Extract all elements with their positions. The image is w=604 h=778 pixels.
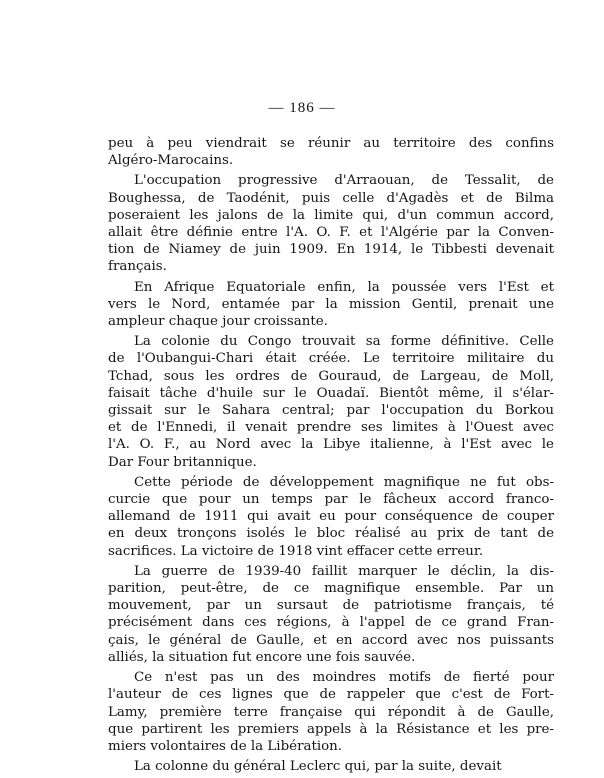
- text-line: La guerre de 1939-40 faillit marquer le déclin, la dis-: [134, 563, 554, 579]
- text-line: précisément dans ces régions, à l'appel de ce grand Fran-: [108, 615, 554, 631]
- text-line: mouvement, par un sursaut de patriotisme français, té: [108, 598, 554, 614]
- text-line: sacrifices. La victoire de 1918 vint effacer cette erreur.: [108, 543, 484, 559]
- text-line: français.: [108, 259, 167, 275]
- text-line: Dar Four britannique.: [108, 454, 257, 470]
- text-line: curcie que pour un temps par le fâcheux accord franco-: [108, 492, 554, 508]
- text-line: et de l'Ennedi, il venait prendre ses limites à l'Ouest avec: [108, 420, 554, 436]
- paragraph: [108, 172, 554, 275]
- paragraph: [108, 474, 554, 560]
- text-line: ampleur chaque jour croissante.: [108, 314, 328, 330]
- text-line: de l'Oubangui-Chari était créée. Le territoire militaire du: [108, 351, 554, 367]
- text-line: peu à peu viendrait se réunir au territoire des confins: [108, 136, 554, 151]
- text-line: vers le Nord, entamée par la mission Gentil, prenait une: [108, 296, 554, 312]
- text-line: Boughessa, de Taodénit, puis celle d'Agadès et de Bilma: [108, 190, 554, 206]
- paragraph: [108, 758, 554, 775]
- text-line: gissait sur le Sahara central; par l'occupation du Borkou: [108, 403, 554, 419]
- paragraph: [108, 333, 554, 471]
- text-line: l'A. O. F., au Nord avec la Libye italienne, à l'Est avec le: [108, 437, 554, 453]
- paragraph: [108, 135, 554, 169]
- text-line: çais, le général de Gaulle, et en accord avec nos puissants: [108, 632, 554, 648]
- text-line: Algéro-Marocains.: [108, 153, 234, 169]
- text-line: La colonne du général Leclerc qui, par la suite, devait: [134, 759, 502, 775]
- text-line: Lamy, première terre française qui répondit à de Gaulle,: [108, 704, 554, 720]
- text-line: faisait tâche d'huile sur le Ouadaï. Bientôt même, il s'élar-: [108, 385, 554, 401]
- paragraph: [108, 563, 554, 666]
- page-number: — 186 —: [268, 100, 336, 116]
- text-line: L'occupation progressive d'Arraouan, de Tessalit, de: [134, 173, 554, 189]
- text-line: En Afrique Equatoriale enfin, la poussée vers l'Est et: [134, 279, 554, 295]
- text-line: tion de Niamey de juin 1909. En 1914, le Tibbesti devenait: [108, 242, 554, 258]
- text-line: allait être définie entre l'A. O. F. et l'Algérie par la Conven-: [108, 225, 554, 241]
- text-line: allemand de 1911 qui avait eu pour conséquence de couper: [108, 509, 554, 525]
- text-line: poseraient les jalons de la limite qui, d'un commun accord,: [108, 207, 554, 223]
- text-line: Cette période de développement magnifique ne fut obs-: [134, 474, 554, 490]
- paragraph: [108, 669, 554, 755]
- text-line: l'auteur de ces lignes que de rappeler que c'est de Fort-: [108, 687, 554, 703]
- text-line: parition, peut-être, de ce magnifique ensemble. Par un: [108, 581, 554, 597]
- paragraph: [108, 279, 554, 331]
- text-line: alliés, la situation fut encore une fois sauvée.: [108, 649, 416, 665]
- body-text: [108, 135, 554, 778]
- text-line: que partirent les premiers appels à la Résistance et les pre-: [108, 721, 554, 737]
- text-line: miers volontaires de la Libération.: [108, 738, 343, 754]
- text-line: La colonie du Congo trouvait sa forme définitive. Celle: [134, 334, 554, 350]
- text-line: Ce n'est pas un des moindres motifs de fierté pour: [134, 670, 554, 686]
- text-line: en deux tronçons isolés le bloc réalisé au prix de tant de: [108, 526, 554, 542]
- text-line: Tchad, sous les ordres de Gouraud, de Largeau, de Moll,: [108, 368, 554, 384]
